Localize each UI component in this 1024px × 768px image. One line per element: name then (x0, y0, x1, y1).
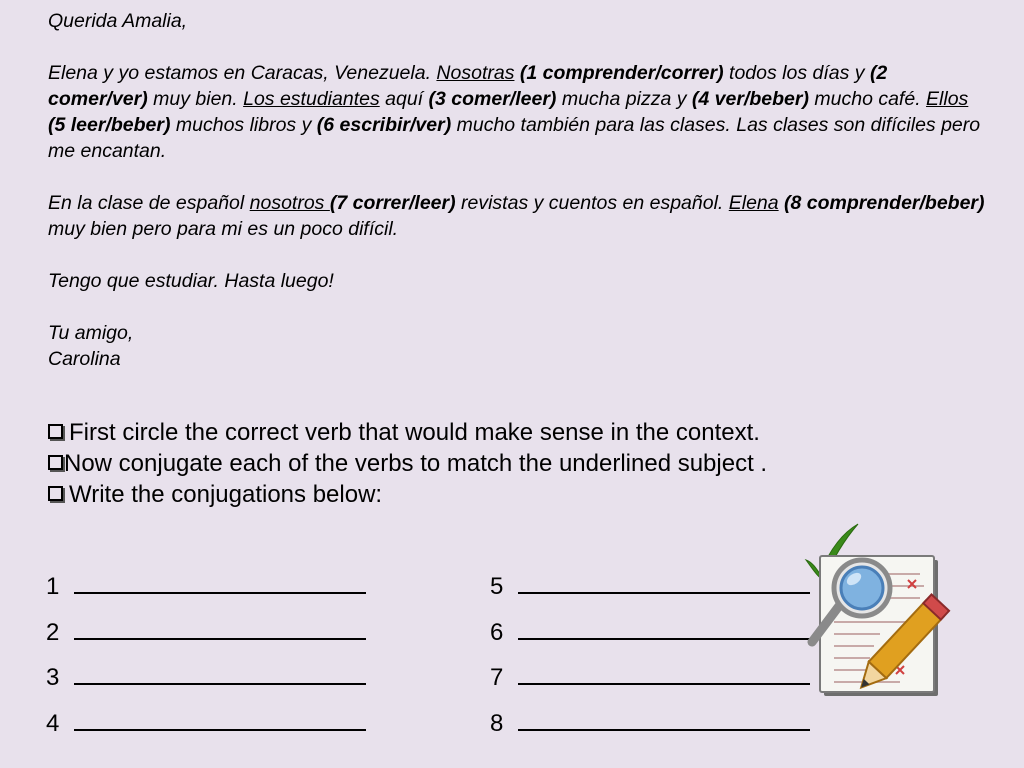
text: muchos libros y (170, 114, 317, 136)
letter-text (48, 8, 988, 372)
instruction-list (48, 417, 948, 510)
blank-line (74, 616, 366, 640)
verb-choice-6: (6 escribir/ver) (316, 114, 452, 136)
text: revistas y cuentos en español. (455, 192, 729, 214)
answer-blank[interactable] (46, 564, 366, 610)
answer-blank[interactable] (490, 564, 810, 610)
answer-number: 4 (46, 709, 60, 737)
answer-number: 3 (46, 664, 60, 691)
blank-line (74, 707, 366, 731)
verb-choice-3: (3 comer/leer) (428, 88, 557, 110)
text: muy bien pero para mi es un poco difícil. (48, 218, 399, 240)
instruction-text: Now conjugate each of the verbs to match the underlined subject . (64, 450, 768, 477)
answer-number: 7 (490, 664, 504, 691)
signature: Carolina (48, 348, 121, 370)
instruction-item (48, 479, 948, 510)
underlined-subject-nosotros: nosotros (249, 192, 330, 214)
text: mucha pizza y (556, 88, 692, 110)
blank-line (518, 707, 810, 731)
blank-line (518, 661, 810, 685)
letter-paragraph-3: Tengo que estudiar. Hasta luego! (48, 270, 334, 292)
instruction-item (48, 417, 948, 448)
verb-choice-5: (5 leer/beber) (48, 114, 171, 136)
blank-line (518, 616, 810, 640)
text: todos los días y (723, 62, 870, 84)
text: En la clase de español (48, 192, 250, 214)
checkbox-bullet-icon (48, 424, 63, 439)
letter-paragraph-1 (48, 60, 988, 164)
instruction-text: Write the conjugations below: (69, 481, 383, 508)
answer-number: 2 (46, 618, 60, 646)
answer-blank[interactable] (46, 655, 366, 701)
underlined-subject-elena: Elena (728, 192, 779, 214)
blank-line (518, 570, 810, 594)
blank-line (74, 661, 366, 685)
answer-number: 6 (490, 618, 504, 646)
letter-paragraph-2 (48, 190, 988, 242)
underlined-subject-nosotras: Nosotras (436, 62, 515, 84)
salutation: Querida Amalia, (48, 10, 188, 32)
answer-number: 8 (490, 709, 504, 737)
checked-document-icon (800, 518, 960, 708)
instruction-text: First circle the correct verb that would make sense in the context. (69, 419, 760, 446)
answer-blank[interactable] (490, 701, 810, 747)
answer-number: 1 (46, 573, 60, 600)
underlined-subject-ellos: Ellos (926, 88, 969, 110)
verb-choice-8: (8 comprender/beber) (784, 192, 985, 214)
blank-line (74, 570, 366, 594)
answer-blank[interactable] (46, 701, 366, 747)
text: mucho también para las clases. Las clases son difíciles pero me encantan. (48, 114, 981, 162)
text: aquí (379, 88, 429, 110)
answer-blank[interactable] (490, 610, 810, 656)
text: mucho café. (808, 88, 927, 110)
verb-choice-4: (4 ver/beber) (691, 88, 809, 110)
answer-blank[interactable] (46, 610, 366, 656)
verb-choice-2: (2 comer/ver) (48, 62, 888, 110)
checkbox-bullet-icon (48, 455, 63, 470)
answer-blank[interactable] (490, 655, 810, 701)
closing: Tu amigo, (48, 322, 134, 344)
answer-number: 5 (490, 573, 504, 600)
verb-choice-7: (7 correr/leer) (329, 192, 456, 214)
checkbox-bullet-icon (48, 486, 63, 501)
underlined-subject-estudiantes: Los estudiantes (243, 88, 380, 110)
text: muy bien. (147, 88, 244, 110)
verb-choice-1: (1 comprender/correr) (519, 62, 724, 84)
instruction-item (48, 448, 948, 479)
text: Elena y yo estamos en Caracas, Venezuela. (48, 62, 437, 84)
